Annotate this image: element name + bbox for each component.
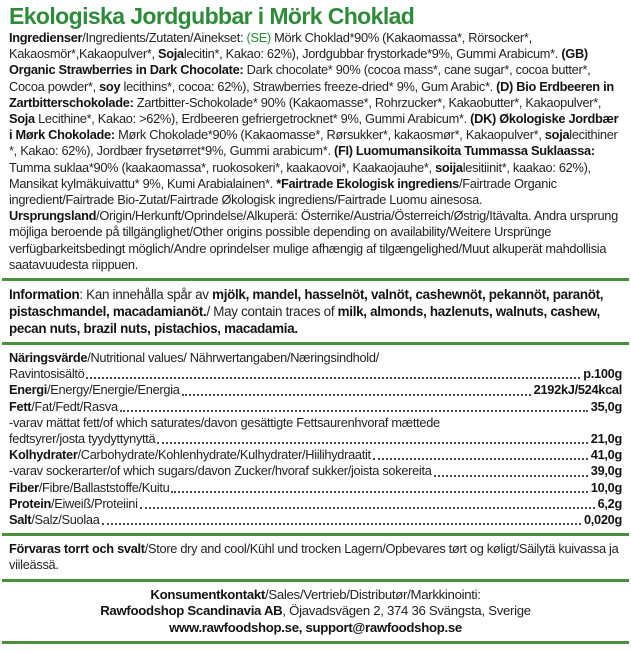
nutrition-row-line — [9, 350, 622, 366]
bold-text: Salt — [9, 512, 32, 528]
nutrition-row — [9, 350, 622, 382]
text: Mörk Choklad*90% (Kakaomassa*, Rörsocker*, Kakaosmör*,Kakaopulver*, — [9, 30, 532, 62]
nutrition-row — [9, 415, 622, 447]
bold-text: soija — [435, 159, 463, 175]
nutrient-value: 35,0g — [590, 398, 622, 414]
text: /Eiweiß/Proteiini — [50, 495, 138, 511]
nutrient-label — [9, 415, 440, 430]
bold-text: Information — [9, 287, 80, 303]
nutrition-row — [9, 399, 622, 415]
nutrition-row-line — [9, 399, 622, 415]
bold-text: (GB) Organic Strawberries in Dark Chocolate: — [9, 46, 588, 78]
bold-text: Ingredienser — [9, 30, 83, 45]
origin-text — [9, 208, 622, 273]
text: Lecithine*, Kakao: >62%), Erdbeeren gefriergetrocknet* 9%, Gummi Arabicum*. — [34, 111, 471, 127]
text: lecithins*, cocoa: 62%), Strawberries freeze-dried* 9%, Gum Arabic*. — [120, 78, 497, 94]
text: Tumma suklaa*90% (kaakaomassa*, ruokosokeri*, kaakaovoi*, Kaakaojauhe*, — [9, 159, 436, 175]
text: lesitiinit*, kaakao: 62%), Mansikat kylmäkuivattu* 9%, Kumi Arabialainen*. — [9, 159, 591, 191]
nutrient-value: 2192kJ/524kcal — [533, 382, 622, 398]
dotted-leader — [373, 458, 588, 460]
bold-text: Kolhydrater — [9, 447, 78, 463]
nutrient-label — [9, 399, 118, 415]
nutrient-label — [9, 496, 138, 512]
nutrient-label — [9, 480, 169, 496]
text: fedtsyrer/josta tyydyttynyttä — [9, 431, 156, 447]
nutrient-value: 41,0g — [590, 447, 622, 463]
bold-text: mjölk, mandel, hasselnöt, valnöt, cashewnöt, pekannöt, paranöt, pistaschmandel, macadamianöt. — [9, 287, 604, 320]
divider — [2, 533, 629, 536]
bold-text: Rawfoodshop Scandinavia AB — [100, 603, 283, 619]
nutrient-label — [9, 512, 100, 528]
nutrition-row — [9, 512, 622, 528]
nutrition-row — [9, 382, 622, 398]
nutrition-row — [9, 480, 622, 496]
nutrition-row-line — [9, 415, 622, 431]
nutrition-row-line — [9, 512, 622, 528]
bold-text: Protein — [9, 495, 51, 511]
nutrition-row-line — [9, 366, 622, 382]
allergen-info-text — [9, 286, 622, 337]
bold-text: Förvaras torrt och svalt — [9, 541, 145, 557]
nutrition-row-line — [9, 463, 622, 479]
nutrition-row-line — [9, 496, 622, 512]
text: Zartbitter-Schokolade* 90% (Kakaomasse*, Rohrzucker*, Kakaobutter*, Kakaopulver*, — [133, 94, 602, 110]
divider — [2, 579, 629, 582]
bold-text: (D) Bio Erdbeeren in Zartbitterschokolade: — [9, 78, 614, 110]
text: Ravintosisältö — [9, 366, 85, 382]
bold-text: milk, almonds, hazlenuts, walnuts, cashew, pecan nuts, brazil nuts, pistachios, macadamia. — [9, 304, 600, 337]
storage-text — [9, 541, 622, 573]
country-code-se: (SE) — [246, 30, 271, 45]
text: /Energy/Energie/Energia — [47, 382, 180, 398]
nutrition-table — [9, 350, 622, 528]
dotted-leader — [102, 523, 581, 525]
text: /Ingredients/Zutaten/Ainekset: — [82, 30, 247, 45]
text: /Salz/Suolaa — [31, 512, 100, 528]
ingredients-text — [9, 30, 622, 208]
bold-text: Fett — [9, 398, 32, 414]
text: /Store dry and cool/Kühl und trocken Lagern/Opbevares tørt og køligt/Säilytä kuivassa ja viileässä. — [9, 541, 619, 573]
bold-text: soja — [544, 127, 570, 143]
nutrient-label — [9, 431, 155, 447]
text: /Sales/Vertrieb/Distributør/Markkinointi: — [265, 586, 481, 602]
nutrient-label — [9, 463, 432, 479]
contact-line — [9, 587, 622, 604]
nutrient-value: 0,020g — [583, 512, 622, 528]
text: lecitin*, Kakao: 62%), Jordgubbar frystorkade*9%, Gummi Arabicum*. — [183, 46, 562, 62]
nutrient-value: p.100g — [583, 366, 622, 382]
bold-text: Soja — [158, 46, 184, 62]
text: /Carbohydrate/Kohlenhydrate/Kulhydrater/Hiilihydraatit — [77, 447, 371, 463]
contact-block — [9, 587, 622, 637]
text: -varav mättat fett/of which saturates/davon gesättigte Fettsaurenhvoraf mættede — [9, 414, 440, 430]
nutrition-row-line — [9, 382, 622, 398]
text: /Fibre/Ballaststoffe/Kuitu — [38, 479, 170, 495]
nutrient-label — [9, 447, 371, 463]
text: / May contain traces of — [206, 304, 338, 320]
bold-text: (FI) Luomumansikoita Tummassa Suklaassa: — [333, 143, 595, 159]
dotted-leader — [182, 394, 531, 396]
text: , Öjavadsvägen 2, 374 36 Svängsta, Sverige — [282, 603, 531, 619]
bold-text: www.rawfoodshop.se, support@rawfoodshop.se — [169, 619, 462, 635]
text: Mørk Chokolade*90% (Kakaomasse*, Rørsukker*, kakaosmør*, Kakaopulver*, — [114, 127, 545, 143]
bold-text: (DK) Økologiske Jordbær i Mørk Chokolade: — [9, 111, 619, 143]
nutrient-value: 6,2g — [597, 495, 622, 511]
text: Dark chocolate* 90% (cocoa mass*, cane sugar*, cocoa butter*, Cocoa powder*, — [9, 62, 591, 94]
divider — [2, 342, 629, 345]
text: /Fat/Fedt/Rasva — [31, 398, 118, 414]
text: -varav sockerarter/of which sugars/davon Zucker/hvoraf sukker/joista sokereita — [9, 463, 432, 479]
bold-text: Soja — [9, 111, 35, 127]
product-title: Ekologiska Jordgubbar i Mörk Choklad — [9, 3, 415, 29]
bold-text: Konsumentkontakt — [150, 586, 265, 602]
nutrition-row-line — [9, 447, 622, 463]
nutrition-row — [9, 463, 622, 479]
bold-text: *Fairtrade Ekologisk ingrediens — [276, 175, 459, 191]
nutrient-label — [9, 350, 379, 365]
dotted-leader — [140, 507, 595, 509]
nutrient-value: 39,0g — [590, 463, 622, 479]
contact-line — [9, 603, 622, 620]
dotted-leader — [171, 491, 587, 493]
nutrient-value: 21,0g — [590, 431, 622, 447]
divider — [2, 641, 629, 644]
nutrient-value: 10,0g — [590, 479, 622, 495]
nutrition-row-line — [9, 480, 622, 496]
nutrient-label — [9, 366, 84, 382]
text: /Origin/Herkunft/Oprindelse/Alkuperä: Österrike/Austria/Österreich/Østrig/Itävalta. Andra ursprung möjliga beroende på tillgänglighet/Other origins possible depending on availability/Weitere Ursprünge verfügbarkeitsbedingt möglich/Andre oprindelser mulige afhængig af tilgængelighed/Muut alkuperät mahdollisia saatavuudesta riippuen. — [9, 208, 618, 272]
text: : Kan innehålla spår av — [79, 287, 213, 303]
nutrition-row — [9, 447, 622, 463]
nutrient-label — [9, 382, 180, 398]
bold-text: soy — [99, 78, 121, 94]
bold-text: Ursprungsland — [9, 208, 97, 224]
dotted-leader — [434, 475, 588, 477]
divider — [2, 278, 629, 281]
dotted-leader — [86, 377, 580, 379]
contact-line — [9, 620, 622, 637]
nutrition-row — [9, 496, 622, 512]
dotted-leader — [157, 442, 587, 444]
bold-text: Energi — [9, 382, 48, 398]
nutrition-row-line — [9, 431, 622, 447]
text: lecithiner *, Kakao: 62%), Jordbær frysetørret*9%, Gummi arabicum*. — [9, 127, 618, 159]
bold-text: Fiber — [9, 479, 39, 495]
text: /Fairtrade Organic ingredient/Fairtrade Bio-Zutat/Fairtrade Økologisk ingrediens/Fairtrade Luomu ainesosa. — [9, 175, 557, 208]
bold-text: Näringsvärde — [9, 350, 88, 366]
text: /Nutritional values/ Nährwertangaben/Næringsindhold/ — [87, 350, 379, 366]
dotted-leader — [120, 410, 588, 412]
